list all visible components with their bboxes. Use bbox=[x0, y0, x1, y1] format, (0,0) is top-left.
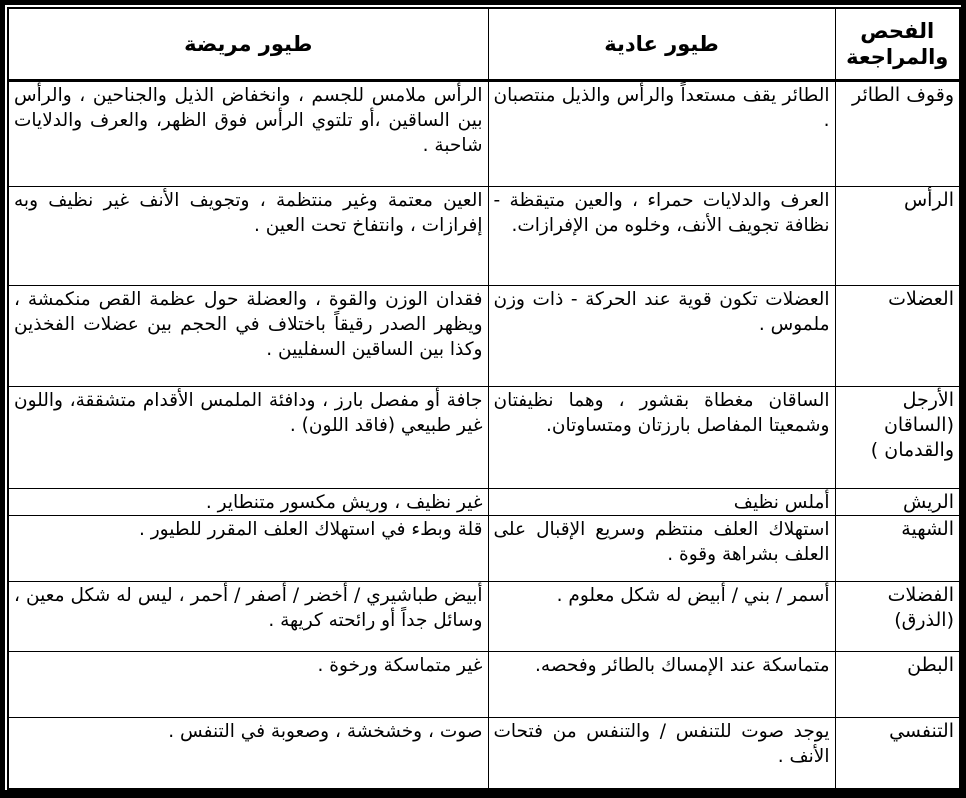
table-row-feathers bbox=[8, 488, 960, 515]
check-label: الشهية bbox=[835, 515, 960, 581]
check-label: الفضلات (الذرق) bbox=[835, 581, 960, 651]
table-row-droppings bbox=[8, 581, 960, 651]
sick-cell: جافة أو مفصل بارز ، ودافئة الملمس الأقدام متشققة، واللون غير طبيعي (فاقد اللون) . bbox=[8, 386, 488, 488]
check-label: العضلات bbox=[835, 285, 960, 386]
table-row-appetite bbox=[8, 515, 960, 581]
sick-cell: فقدان الوزن والقوة ، والعضلة حول عظمة القص منكمشة ، ويظهر الصدر رقيقاً باختلاف في الحجم بين عضلات الفخذين وكذا بين الساقين السفليين . bbox=[8, 285, 488, 386]
table-row-respiratory bbox=[8, 717, 960, 789]
header-row bbox=[8, 8, 960, 80]
normal-cell: الساقان مغطاة بقشور ، وهما نظيفتان وشمعيتا المفاصل بارزتان ومتساوتان. bbox=[488, 386, 835, 488]
normal-cell: العضلات تكون قوية عند الحركة - ذات وزن ملموس . bbox=[488, 285, 835, 386]
check-label: التنفسي bbox=[835, 717, 960, 789]
bird-health-comparison-table bbox=[7, 7, 961, 790]
normal-cell: العرف والدلايات حمراء ، والعين متيقظة - نظافة تجويف الأنف، وخلوه من الإفرازات. bbox=[488, 186, 835, 285]
sick-cell: غير متماسكة ورخوة . bbox=[8, 651, 488, 717]
normal-cell: يوجد صوت للتنفس / والتنفس من فتحات الأنف . bbox=[488, 717, 835, 789]
table-row-head bbox=[8, 186, 960, 285]
table-header bbox=[8, 8, 960, 80]
table-body bbox=[8, 80, 960, 789]
table-row-legs bbox=[8, 386, 960, 488]
normal-cell: متماسكة عند الإمساك بالطائر وفحصه. bbox=[488, 651, 835, 717]
normal-cell: أملس نظيف bbox=[488, 488, 835, 515]
table-row-abdomen bbox=[8, 651, 960, 717]
check-label: الأرجل (الساقان والقدمان ) bbox=[835, 386, 960, 488]
sick-cell: أبيض طباشيري / أخضر / أصفر / أحمر ، ليس له شكل معين ، وسائل جداً أو رائحته كريهة . bbox=[8, 581, 488, 651]
normal-cell: الطائر يقف مستعداً والرأس والذيل منتصبان . bbox=[488, 80, 835, 186]
sick-cell: الرأس ملامس للجسم ، وانخفاض الذيل والجناحين ، والرأس بين الساقين ،أو تلتوي الرأس فوق الظهر، والعرف والدلايات شاحبة . bbox=[8, 80, 488, 186]
check-label: البطن bbox=[835, 651, 960, 717]
header-cell-sick-birds: طيور مريضة bbox=[8, 8, 488, 80]
sick-cell: العين معتمة وغير منتظمة ، وتجويف الأنف غير نظيف وبه إفرازات ، وانتفاخ تحت العين . bbox=[8, 186, 488, 285]
header-cell-normal-birds: طيور عادية bbox=[488, 8, 835, 80]
check-label: الريش bbox=[835, 488, 960, 515]
table-row-standing bbox=[8, 80, 960, 186]
sick-cell: غير نظيف ، وريش مكسور متنطاير . bbox=[8, 488, 488, 515]
check-label: الرأس bbox=[835, 186, 960, 285]
table-row-muscles bbox=[8, 285, 960, 386]
normal-cell: استهلاك العلف منتظم وسريع الإقبال على العلف بشراهة وقوة . bbox=[488, 515, 835, 581]
check-label: وقوف الطائر bbox=[835, 80, 960, 186]
document-page bbox=[5, 5, 961, 790]
normal-cell: أسمر / بني / أبيض له شكل معلوم . bbox=[488, 581, 835, 651]
sick-cell: صوت ، وخشخشة ، وصعوبة في التنفس . bbox=[8, 717, 488, 789]
header-cell-check: الفحص والمراجعة bbox=[835, 8, 960, 80]
sick-cell: قلة وبطء في استهلاك العلف المقرر للطيور . bbox=[8, 515, 488, 581]
